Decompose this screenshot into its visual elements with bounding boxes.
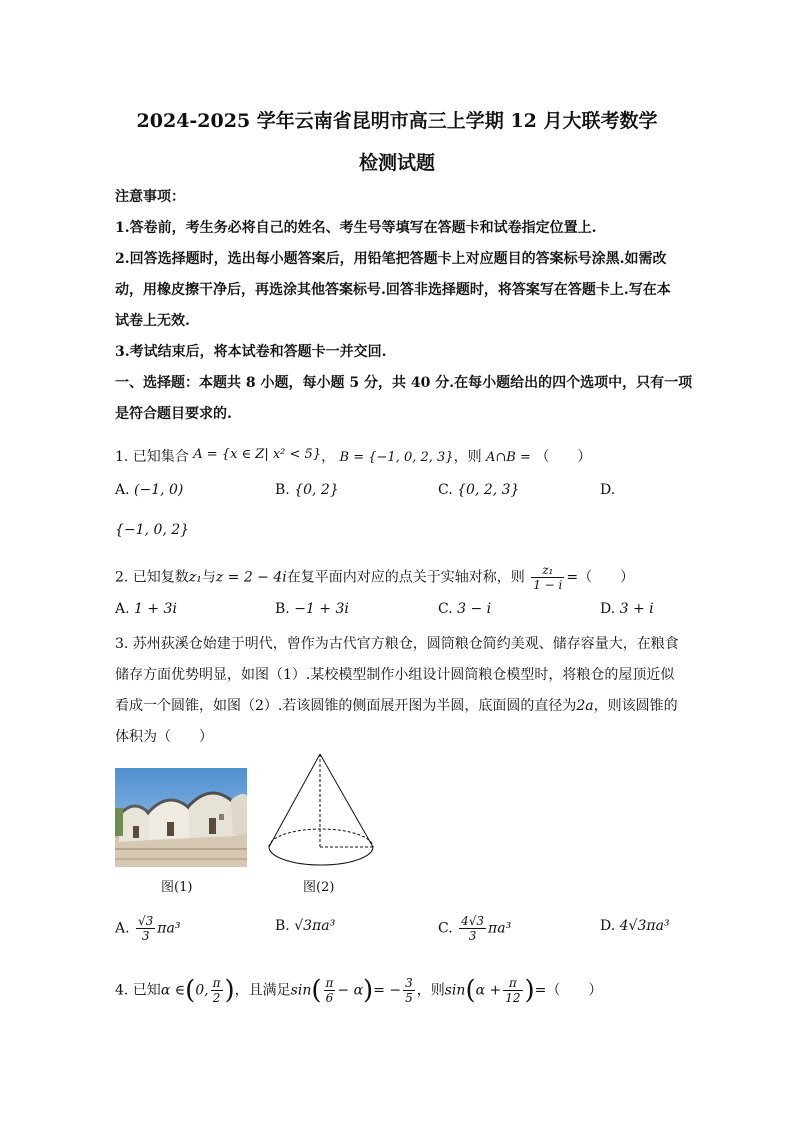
q3-option-a-tail: πa³	[157, 920, 181, 937]
q3-option-c-den: 3	[468, 929, 477, 943]
notice-item-3: 3.考试结束后，将本试卷和答题卡一并交回.	[115, 344, 387, 360]
q4-eq-2: =	[534, 982, 547, 999]
q1-option-d-text[interactable]: {−1, 0, 2}	[115, 522, 190, 538]
question-4	[115, 976, 602, 1005]
q4-s2-head: α +	[475, 982, 502, 999]
section-heading-line-2: 是符合题目要求的.	[115, 406, 232, 422]
q3-option-d[interactable]	[600, 918, 670, 934]
q3-option-c-num: 4√3	[461, 914, 485, 928]
q1-stem-post: ，则	[453, 449, 482, 465]
q3-option-d-text: 4√3πa³	[619, 918, 670, 934]
q3-option-a-frac	[136, 914, 155, 943]
q4-eq-1: = −	[373, 982, 402, 999]
q2-option-c-label: C.	[438, 601, 453, 617]
q3-diameter-var: 2a	[576, 698, 594, 714]
q4-r-den: 5	[405, 991, 413, 1005]
q3-option-a-num: √3	[138, 914, 154, 928]
q3-line-3-post: ，则该圆锥的	[593, 698, 678, 714]
q4-interval-close: )	[224, 975, 235, 1006]
q1-set-a: A = {x ∈ Z| x² < 5}	[193, 447, 322, 462]
q1-option-b-text: {0, 2}	[294, 482, 339, 498]
q1-stem-pre: 1. 已知集合	[115, 449, 189, 465]
q2-option-b[interactable]	[275, 601, 349, 617]
q4-s2-num: π	[503, 976, 522, 991]
q2-option-a-label: A.	[115, 601, 130, 617]
q2-stem-mid2: 在复平面内对应的点关于实轴对称，则	[286, 569, 525, 586]
q4-sin2-frac	[503, 976, 522, 1005]
q2-option-c[interactable]	[438, 601, 491, 617]
q1-answer-paren: （ ）	[535, 449, 592, 465]
figure-1-caption: 图(1)	[161, 880, 193, 895]
q3-option-b-label: B.	[275, 918, 290, 934]
q2-eq: =	[566, 569, 579, 586]
q4-int-num: π	[212, 976, 221, 990]
q1-option-d-label[interactable]: D.	[600, 482, 616, 498]
q2-z: z = 2 − 4i	[215, 569, 287, 586]
q4-paren-1-open: (	[311, 975, 322, 1006]
notice-heading: 注意事项：	[115, 189, 185, 205]
q4-interval-frac	[211, 976, 223, 1005]
q4-stem-mid: ，且满足	[234, 982, 291, 999]
q4-answer-paren: （ ）	[546, 982, 603, 999]
q4-rhs-frac	[403, 976, 415, 1005]
q4-s2-den: 12	[505, 991, 521, 1005]
q4-alpha-in: α ∈	[160, 982, 186, 999]
q4-sin1-frac	[324, 976, 336, 1005]
q3-option-b[interactable]	[275, 918, 335, 934]
q3-option-c-frac	[459, 914, 486, 943]
q1-set-b: B = {−1, 0, 2, 3}	[339, 450, 454, 465]
q4-s1-tail: − α	[337, 982, 364, 999]
q1-option-c[interactable]	[438, 482, 519, 498]
q3-line-3	[115, 695, 678, 715]
notice-item-2-line-3: 试卷上无效.	[115, 313, 190, 329]
q2-answer-paren: （ ）	[578, 569, 635, 586]
q2-frac-den: 1 − i	[533, 578, 563, 592]
q3-option-c-label: C.	[438, 920, 453, 937]
q4-r-num: 3	[405, 976, 413, 990]
q4-sin-2: sin	[444, 982, 466, 999]
q2-option-c-text: 3 − i	[457, 601, 492, 617]
q3-option-a-label: A.	[115, 920, 130, 937]
q2-option-d[interactable]	[600, 601, 654, 617]
q1-option-a-text: (−1, 0)	[134, 482, 184, 498]
q1-option-a-label: A.	[115, 482, 130, 498]
q2-option-a[interactable]	[115, 601, 177, 617]
cone-diagram	[265, 750, 377, 870]
question-1	[115, 446, 591, 466]
q1-stem-mid: ，	[321, 449, 336, 465]
q2-z1: z₁	[188, 569, 202, 586]
notice-item-2-line-2: 动，用橡皮擦干净后，再选涂其他答案标号.回答非选择题时，将答案写在答题卡上.写在本	[115, 282, 671, 298]
q1-option-a[interactable]	[115, 482, 183, 498]
q4-then: ，则	[416, 982, 445, 999]
q2-option-d-text: 3 + i	[619, 601, 654, 617]
q1-option-c-label: C.	[438, 482, 453, 498]
q3-option-d-label: D.	[600, 918, 616, 934]
q4-interval-start: 0,	[195, 982, 209, 999]
notice-item-2-line-1: 2.回答选择题时，选出每小题答案后，用铅笔把答题卡上对应题目的答案标号涂黑.如需改	[115, 251, 667, 267]
q3-option-a[interactable]	[115, 914, 180, 943]
q4-paren-1-close: )	[363, 975, 374, 1006]
q4-s1-den: 6	[325, 991, 334, 1005]
q1-option-c-text: {0, 2, 3}	[457, 482, 520, 498]
q4-sin-1: sin	[290, 982, 312, 999]
granary-photo	[115, 768, 247, 867]
q2-stem-mid1: 与	[201, 569, 216, 586]
q4-int-den: 2	[212, 991, 221, 1005]
page-subtitle: 检测试题	[358, 152, 435, 174]
q4-stem-pre: 4. 已知	[115, 982, 161, 999]
q2-option-a-text: 1 + 3i	[134, 601, 177, 617]
q1-option-b-label: B.	[275, 482, 290, 498]
q2-option-b-label: B.	[275, 601, 290, 617]
q2-option-b-text: −1 + 3i	[294, 601, 349, 617]
q4-paren-2-close: )	[524, 975, 535, 1006]
question-2	[115, 563, 634, 592]
q3-line-3-pre: 看成一个圆锥，如图（2）.若该圆锥的侧面展开图为半圆，底面圆的直径为	[115, 698, 577, 714]
page-title: 2024-2025 学年云南省昆明市高三上学期 12 月大联考数学	[136, 110, 658, 132]
q2-frac-num: z₁	[531, 563, 564, 578]
section-heading-line-1: 一、选择题：本题共 8 小题，每小题 5 分，共 40 分.在每小题给出的四个选项中，只有一项	[115, 375, 693, 391]
q3-option-a-den: 3	[141, 929, 150, 943]
q4-interval-open: (	[185, 975, 196, 1006]
q3-line-2: 储存方面优势明显，如图（1）.某校模型制作小组设计圆筒粮仓模型时，将粮仓的屋顶近似	[115, 667, 675, 683]
q2-fraction	[531, 563, 564, 592]
q1-option-b[interactable]	[275, 482, 339, 498]
figure-2-caption: 图(2)	[303, 880, 335, 895]
q4-s1-num: π	[325, 976, 334, 990]
q3-option-c-tail: πa³	[488, 920, 512, 937]
q3-option-b-text: √3πa³	[294, 918, 336, 934]
notice-item-1: 1.答卷前，考生务必将自己的姓名、考生号等填写在答题卡和试卷指定位置上.	[115, 220, 597, 236]
q2-option-d-label: D.	[600, 601, 616, 617]
q3-option-c[interactable]	[438, 914, 511, 943]
q1-expression: A∩B =	[486, 450, 531, 465]
q4-paren-2-open: (	[465, 975, 476, 1006]
q2-stem-pre: 2. 已知复数	[115, 569, 189, 586]
q3-line-4: 体积为（ ）	[115, 729, 213, 745]
q3-line-1: 3. 苏州荻溪仓始建于明代，曾作为古代官方粮仓，圆筒粮仓简约美观、储存容量大，在粮食	[115, 636, 679, 652]
